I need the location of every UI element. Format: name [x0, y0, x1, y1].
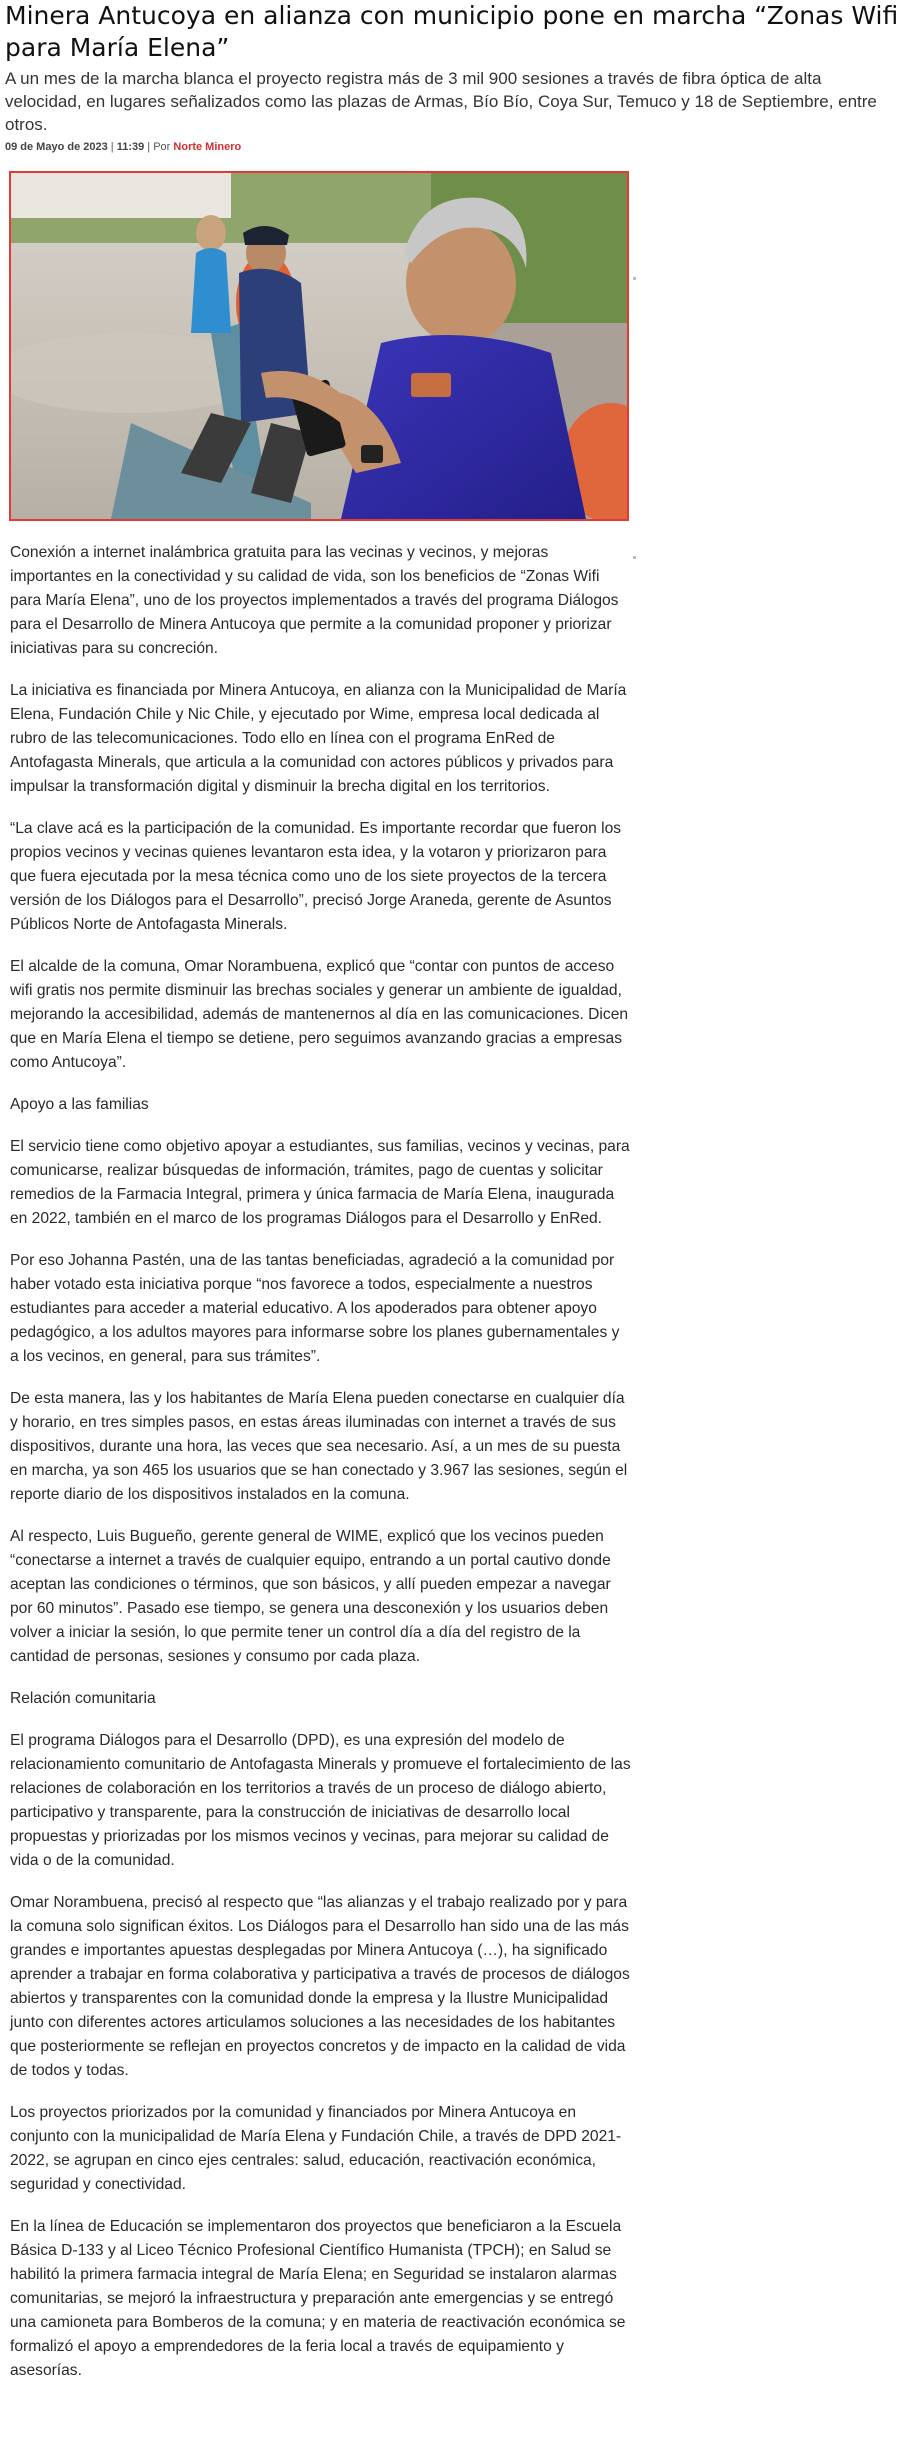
article-meta: [5, 141, 241, 153]
article-author-link[interactable]: Norte Minero: [173, 141, 242, 153]
paragraph: En la línea de Educación se implementaron dos proyectos que beneficiaron a la Escuela Básica D-133 y al Liceo Técnico Profesional Científico Humanista (TPCH); en Salud se habilitó la primera farmacia integral de María Elena; en Seguridad se instalaron alarmas comunitarias, se mejoró la infraestructura y preparación ante emergencias y se entregó una camioneta para Bomberos de la comuna; y en materia de reactivación económica se formalizó el apoyo a emprendedores de la feria local a través de equipamiento y asesorías.: [10, 2218, 626, 2379]
section-heading: Apoyo a las familias: [10, 1096, 149, 1113]
paragraph: El programa Diálogos para el Desarrollo (DPD), es una expresión del modelo de relacionamiento comunitario de Antofagasta Minerals y promueve el fortalecimiento de las relaciones de colaboración en los territorios a través de un proceso de diálogo abierto, participativo y transparente, para la construcción de iniciativas de desarrollo local propuestas y priorizadas por los mismos vecinos y vecinas, para mejorar su calidad de vida o de la comunidad.: [10, 1732, 631, 1869]
article-photo: [9, 171, 629, 521]
paragraph: Por eso Johanna Pastén, una de las tantas beneficiadas, agradeció a la comunidad por haber votado esta iniciativa porque “nos favorece a todos, especialmente a nuestros estudiantes para acceder a material educativo. A los apoderados para obtener apoyo pedagógico, a los adultos mayores para informarse sobre los planes gubernamentales y a los vecinos, en general, para sus trámites”.: [10, 1252, 620, 1365]
paragraph: El alcalde de la comuna, Omar Norambuena, explicó que “contar con puntos de acceso wifi gratis nos permite disminuir las brechas sociales y generar un ambiente de igualdad, mejorando la accesibilidad, además de mantenernos al día en las comunicaciones. Dicen que en María Elena el tiempo se detiene, pero seguimos avanzando gracias a empresas como Antucoya”.: [10, 958, 629, 1071]
paragraph: Omar Norambuena, precisó al respecto que “las alianzas y el trabajo realizado por y para la comuna solo significan éxitos. Los Diálogos para el Desarrollo han sido una de las más grandes e importantes apuestas desplegadas por Minera Antucoya (…), ha significado aprender a trabajar en forma colaborativa y participativa a través de procesos de diálogos abiertos y transparentes con la comunidad donde la empresa y la Ilustre Municipalidad junto con diferentes actores articulamos soluciones a las necesidades de los habitantes que posteriormente se reflejan en proyectos concretos y de impacto en la calidad de vida de todos y todas.: [10, 1894, 630, 2079]
paragraph: Los proyectos priorizados por la comunidad y financiados por Minera Antucoya en conjunto con la municipalidad de María Elena y Fundación Chile, a través de DPD 2021-2022, se agrupan en cinco ejes centrales: salud, educación, reactivación económica, seguridad y conectividad.: [10, 2104, 622, 2193]
paragraph: “La clave acá es la participación de la comunidad. Es importante recordar que fueron los propios vecinos y vecinas quienes levantaron esta idea, y la votaron y priorizaron para que fuera ejecutada por la mesa técnica como uno de los siete proyectos de la tercera versión de los Diálogos para el Desarrollo”, precisó Jorge Araneda, gerente de Asuntos Públicos Norte de Antofagasta Minerals.: [10, 820, 622, 933]
article-title: Minera Antucoya en alianza con municipio pone en marcha “Zonas Wifi para María Elena”: [5, 1, 899, 62]
photo-illustration: [11, 173, 627, 519]
section-heading: Relación comunitaria: [10, 1690, 156, 1707]
decorative-dot: [633, 277, 636, 280]
paragraph: Al respecto, Luis Bugueño, gerente general de WIME, explicó que los vecinos pueden “conectarse a internet a través de cualquier equipo, entrando a un portal cautivo donde aceptan las condiciones o términos, que son básicos, y allí pueden empezar a navegar por 60 minutos”. Pasado ese tiempo, se genera una desconexión y los usuarios deben volver a iniciar la sesión, lo que permite tener un control día a día del registro de la cantidad de personas, sesiones y consumo por cada plaza.: [10, 1528, 611, 1665]
article-date: 09 de Mayo de 2023: [5, 141, 108, 153]
meta-separator: |: [107, 141, 117, 153]
paragraph: De esta manera, las y los habitantes de María Elena pueden conectarse en cualquier día y horario, en tres simples pasos, en estas áreas iluminadas con internet a través de sus dispositivos, durante una hora, las veces que sea necesario. Así, a un mes de su puesta en marcha, ya son 465 los usuarios que se han conectado y 3.967 las sesiones, según el reporte diario de los dispositivos instalados en la comuna.: [10, 1390, 628, 1503]
paragraph: La iniciativa es financiada por Minera Antucoya, en alianza con la Municipalidad de María Elena, Fundación Chile y Nic Chile, y ejecutado por Wime, empresa local dedicada al rubro de las telecomunicaciones. Todo ello en línea con el programa EnRed de Antofagasta Minerals, que articula a la comunidad con actores públicos y privados para impulsar la transformación digital y disminuir la brecha digital en los territorios.: [10, 682, 627, 795]
decorative-dot: [633, 556, 636, 559]
article-subtitle: A un mes de la marcha blanca el proyecto registra más de 3 mil 900 sesiones a través de fibra óptica de alta velocidad, en lugares señalizados como las plazas de Armas, Bío Bío, Coya Sur, Temuco y 18 de Septiembre, entre otros.: [5, 69, 877, 134]
meta-by: | Por: [144, 141, 174, 153]
paragraph: Conexión a internet inalámbrica gratuita para las vecinas y vecinos, y mejoras importantes en la conectividad y su calidad de vida, son los beneficios de “Zonas Wifi para María Elena”, uno de los proyectos implementados a través del programa Diálogos para el Desarrollo de Minera Antucoya que permite a la comunidad proponer y priorizar iniciativas para su concreción.: [10, 544, 619, 657]
paragraph: El servicio tiene como objetivo apoyar a estudiantes, sus familias, vecinos y vecinas, para comunicarse, realizar búsquedas de información, trámites, pago de cuentas y solicitar remedios de la Farmacia Integral, primera y única farmacia de María Elena, inaugurada en 2022, también en el marco de los programas Diálogos para el Desarrollo y EnRed.: [10, 1138, 630, 1227]
article-time: 11:39: [116, 141, 145, 153]
article-body: [10, 541, 632, 2401]
